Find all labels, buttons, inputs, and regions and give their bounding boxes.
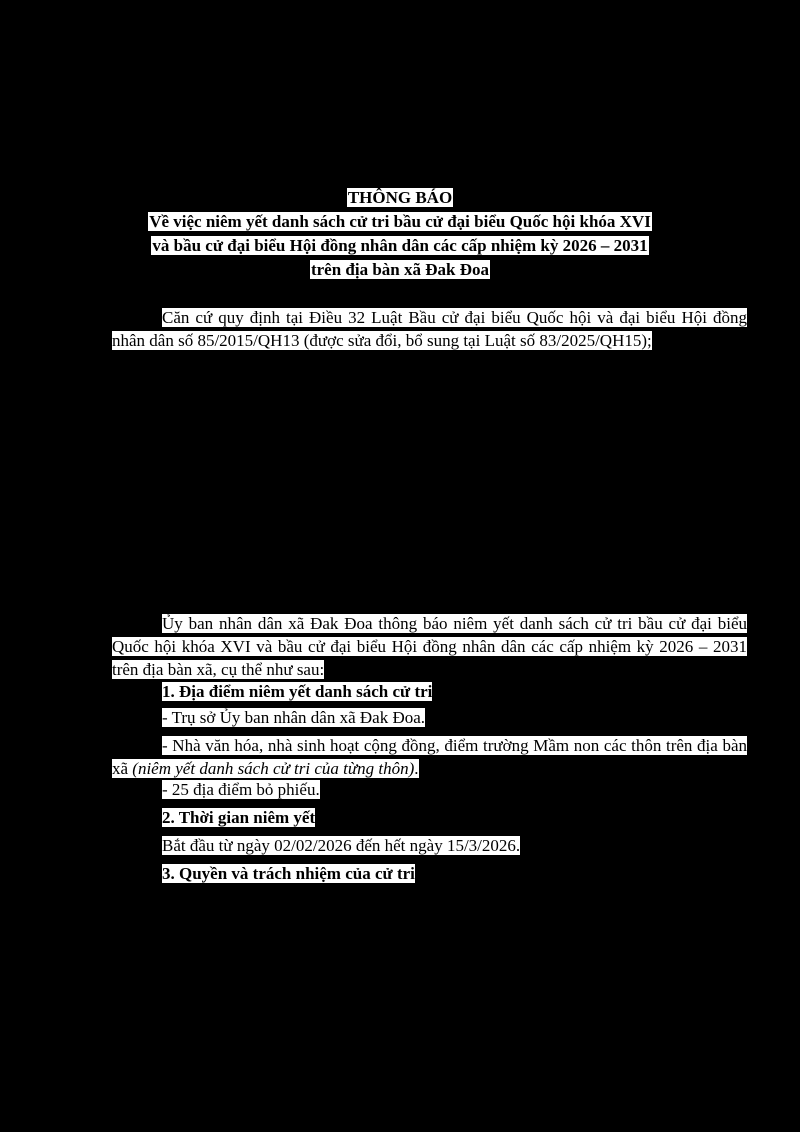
legal-basis-text: Căn cứ quy định tại Điều 32 Luật Bầu cử đại biểu Quốc hội và đại biểu Hội đồng nhân dân số 85/2015/QH13 (được sửa đổi, bổ sung tại Luật số 83/2025/QH15); <box>112 308 747 350</box>
section-1-heading: 1. Địa điểm niêm yết danh sách cử tri <box>162 682 433 701</box>
community-houses-text: - Nhà văn hóa, nhà sinh hoạt cộng đồng, điểm trường Mầm non các thôn trên địa bàn xã <box>112 736 747 778</box>
section-2-text: Bắt đầu từ ngày 02/02/2026 đến hết ngày 15/3/2026. <box>162 836 521 855</box>
section-3-heading: 3. Quyền và trách nhiệm của cử tri <box>162 864 415 883</box>
section-2-heading: 2. Thời gian niêm yết <box>162 808 316 827</box>
legal-basis-paragraph <box>112 306 747 352</box>
notice-subject-line-1: Về việc niêm yết danh sách cử tri bầu cử đại biểu Quốc hội khóa XVI <box>149 212 651 231</box>
community-houses-note: (niêm yết danh sách cử tri của từng thôn) <box>132 759 415 778</box>
notice-subject-line-2: và bầu cử đại biểu Hội đồng nhân dân các cấp nhiệm kỳ 2026 – 2031 <box>152 236 648 255</box>
section-1-item-office: - Trụ sở Ủy ban nhân dân xã Đak Đoa. <box>162 708 426 727</box>
notice-subject-line-3: trên địa bàn xã Đak Đoa <box>310 260 490 279</box>
notice-title-block <box>0 186 800 282</box>
notice-heading: THÔNG BÁO <box>347 188 453 207</box>
section-1-item-polling-places: - 25 địa điểm bỏ phiếu. <box>162 780 320 799</box>
section-1-item-community-houses: - Nhà văn hóa, nhà sinh hoạt cộng đồng, điểm trường Mầm non các thôn trên địa bàn xã (niêm yết danh sách cử tri của từng thôn). <box>112 736 747 778</box>
intro-paragraph <box>112 612 747 681</box>
intro-text: Ủy ban nhân dân xã Đak Đoa thông báo niêm yết danh sách cử tri bầu cử đại biểu Quốc hội khóa XVI và bầu cử đại biểu Hội đồng nhân dân các cấp nhiệm kỳ 2026 – 2031 trên địa bàn xã, cụ thể như sau: <box>112 614 747 679</box>
